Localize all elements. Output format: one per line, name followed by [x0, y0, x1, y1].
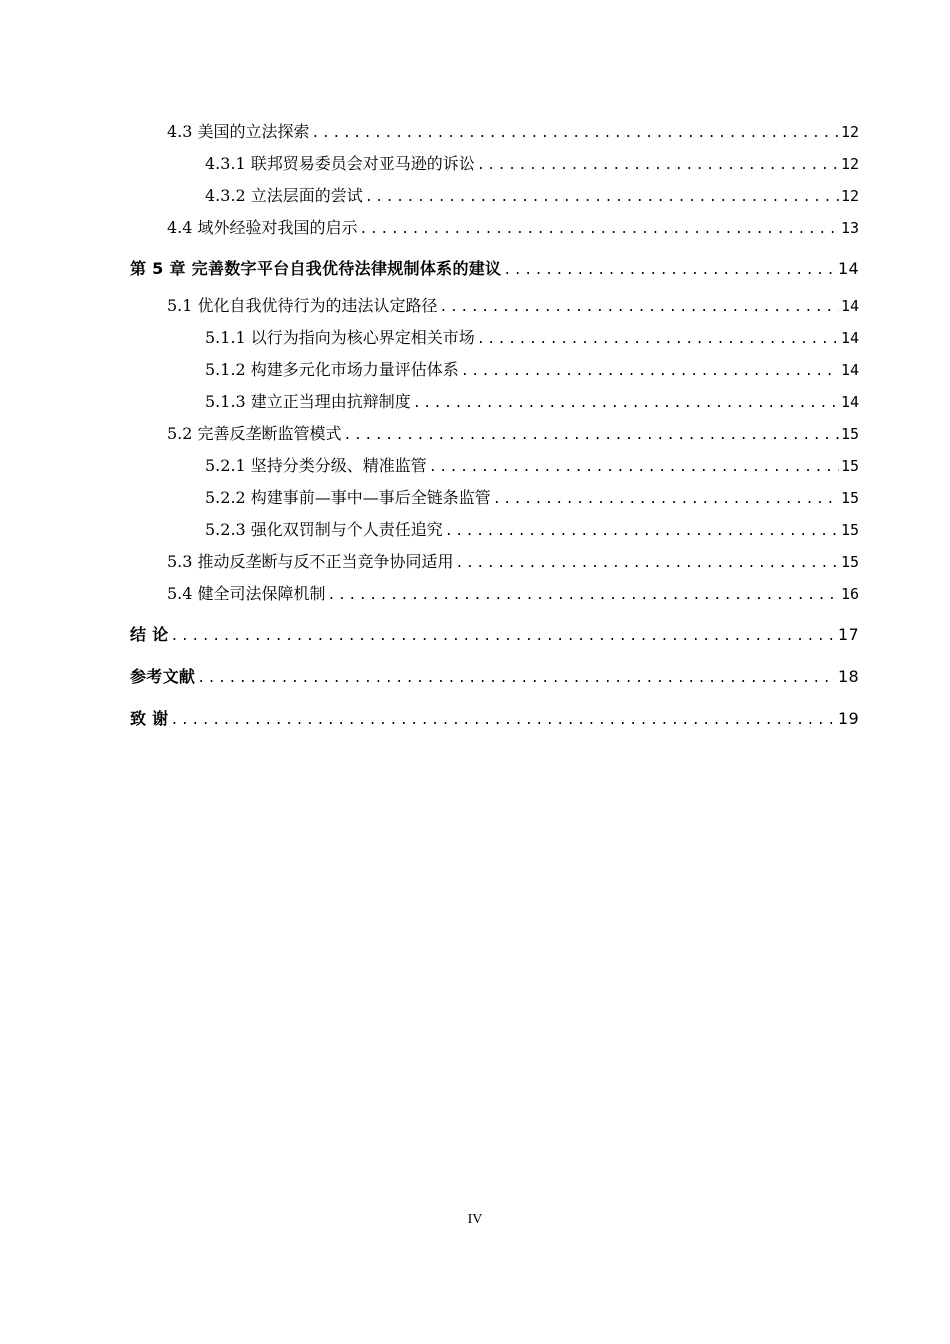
toc-entry-title: 5.2.1 坚持分类分级、精准监管	[205, 456, 427, 475]
toc-dot-leader	[344, 420, 839, 452]
toc-dot-leader	[312, 118, 839, 150]
toc-entry-title: 4.4 域外经验对我国的启示	[167, 218, 358, 237]
toc-entry-page-number: 12	[840, 187, 859, 205]
toc-entry[interactable]	[0, 148, 950, 180]
toc-entry-page-number: 14	[840, 361, 859, 379]
toc-dot-leader	[503, 250, 836, 292]
toc-entry-page-number: 12	[840, 155, 859, 173]
toc-entry[interactable]	[0, 290, 950, 322]
toc-entry[interactable]	[0, 698, 950, 740]
toc-entry[interactable]	[0, 546, 950, 578]
toc-dot-leader	[477, 324, 839, 356]
toc-entry-title: 4.3.1 联邦贸易委员会对亚马逊的诉讼	[205, 154, 475, 173]
toc-entry[interactable]	[0, 116, 950, 148]
toc-dot-leader	[328, 580, 839, 612]
toc-entry[interactable]	[0, 514, 950, 546]
toc-entry[interactable]	[0, 578, 950, 610]
toc-dot-leader	[413, 388, 839, 420]
toc-entry[interactable]	[0, 418, 950, 450]
toc-dot-leader	[360, 214, 839, 246]
toc-entry-title: 结 论	[130, 625, 169, 644]
toc-entry[interactable]	[0, 656, 950, 698]
toc-dot-leader	[477, 150, 839, 182]
toc-entry-page-number: 15	[840, 457, 859, 475]
toc-entry[interactable]	[0, 450, 950, 482]
toc-entry-title: 5.2.2 构建事前—事中—事后全链条监管	[205, 488, 491, 507]
table-of-contents	[0, 116, 950, 740]
toc-entry-page-number: 15	[840, 521, 859, 539]
toc-entry-title: 4.3 美国的立法探索	[167, 122, 310, 141]
toc-entry-title: 5.1.2 构建多元化市场力量评估体系	[205, 360, 459, 379]
toc-dot-leader	[170, 616, 836, 658]
toc-entry-title: 5.2.3 强化双罚制与个人责任追究	[205, 520, 443, 539]
toc-entry[interactable]	[0, 180, 950, 212]
toc-entry-title: 参考文献	[130, 667, 196, 686]
toc-entry-page-number: 17	[838, 625, 859, 644]
toc-entry-title: 5.1.3 建立正当理由抗辩制度	[205, 392, 411, 411]
toc-dot-leader	[445, 516, 839, 548]
toc-entry-page-number: 12	[840, 123, 859, 141]
toc-entry-title: 5.1.1 以行为指向为核心界定相关市场	[205, 328, 475, 347]
toc-entry-page-number: 15	[840, 425, 859, 443]
page-number: IV	[467, 1212, 483, 1227]
toc-dot-leader	[493, 484, 839, 516]
toc-entry-page-number: 14	[840, 297, 859, 315]
toc-entry-page-number: 16	[840, 585, 859, 603]
toc-entry-title: 5.2 完善反垄断监管模式	[167, 424, 342, 443]
toc-entry-page-number: 15	[840, 553, 859, 571]
toc-dot-leader	[461, 356, 839, 388]
toc-dot-leader	[170, 700, 836, 742]
toc-entry-page-number: 14	[838, 259, 859, 278]
toc-entry-page-number: 14	[840, 329, 859, 347]
toc-entry[interactable]	[0, 322, 950, 354]
toc-entry-page-number: 19	[838, 709, 859, 728]
toc-entry[interactable]	[0, 212, 950, 244]
toc-entry-title: 4.3.2 立法层面的尝试	[205, 186, 363, 205]
toc-entry-title: 第 5 章 完善数字平台自我优待法律规制体系的建议	[130, 259, 502, 278]
toc-dot-leader	[197, 658, 836, 700]
toc-entry-title: 致 谢	[130, 709, 169, 728]
toc-entry-page-number: 18	[838, 667, 859, 686]
toc-entry-page-number: 13	[840, 219, 859, 237]
toc-entry-title: 5.4 健全司法保障机制	[167, 584, 326, 603]
toc-entry[interactable]	[0, 482, 950, 514]
toc-entry-page-number: 15	[840, 489, 859, 507]
toc-dot-leader	[365, 182, 839, 214]
toc-entry-title: 5.3 推动反垄断与反不正当竞争协同适用	[167, 552, 454, 571]
toc-entry[interactable]	[0, 386, 950, 418]
toc-entry[interactable]	[0, 248, 950, 290]
toc-dot-leader	[429, 452, 839, 484]
toc-entry-page-number: 14	[840, 393, 859, 411]
toc-entry[interactable]	[0, 614, 950, 656]
toc-entry-title: 5.1 优化自我优待行为的违法认定路径	[167, 296, 438, 315]
toc-dot-leader	[456, 548, 839, 580]
toc-dot-leader	[440, 292, 839, 324]
toc-entry[interactable]	[0, 354, 950, 386]
